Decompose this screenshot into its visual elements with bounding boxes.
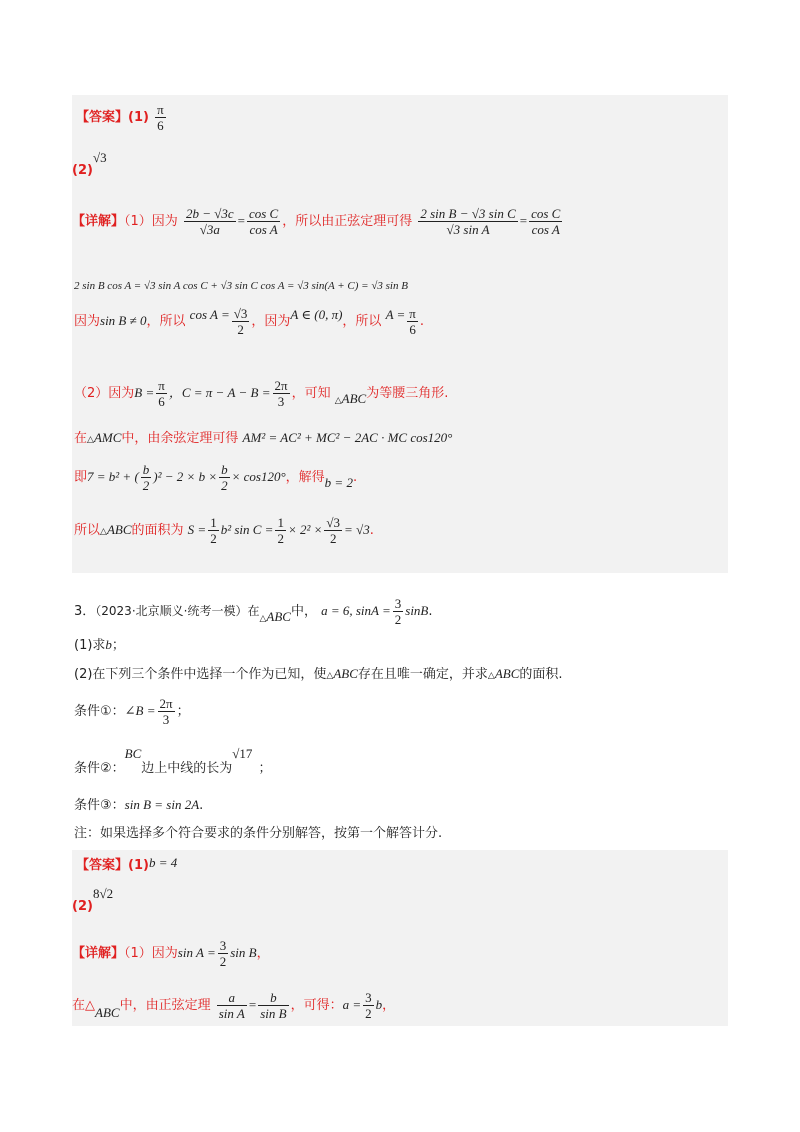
question-3-part-1 xyxy=(74,637,125,654)
equation-fraction: $\frac{3}{2}$ xyxy=(365,990,372,1021)
area-line: 所以△ABC的面积为 S = $\frac{1}{2}$ b² sin C = $\frac{1}{2}$ × 2² × $\frac{√3}{2}$ = √3. xyxy=(74,515,374,546)
question-text: ； xyxy=(176,704,190,719)
question-source: （2023·北京顺义·统考一模）在 xyxy=(95,604,260,618)
question-3-part-2 xyxy=(74,666,563,683)
detail-text: ， xyxy=(382,998,396,1013)
question-number: 3． xyxy=(74,604,96,619)
math-expr: b² sin C = xyxy=(220,522,274,537)
question-text: (1)求 xyxy=(74,638,106,653)
detail-text: （2）因为 xyxy=(74,386,135,401)
math-expr: sinB xyxy=(405,603,429,618)
detail-text: 在 xyxy=(74,431,88,446)
equation-fraction: $\frac{b}{2}$ xyxy=(221,462,228,493)
triangle-label: △AMC xyxy=(87,430,122,445)
equation-fraction: $\frac{a}{\text{sin A}}$ xyxy=(218,990,245,1021)
condition-3: 条件③：sin B = sin 2A. xyxy=(74,797,204,813)
detail-text: 即 xyxy=(74,470,88,485)
math-expr: b xyxy=(375,997,383,1012)
detail-text: 在△ xyxy=(72,998,95,1013)
answer-1-fraction: $\frac{\pi}{6}$ xyxy=(157,102,164,133)
detail-1-line: 【详解】（1）因为 $\frac{2b - √3c}{√3a}$ = $\frac{\text{cos C}}{\text{cos A}}$ ，所以由正弦定理可得 $\frac{\text{2 sin B − √3 sin C}}{\text{√3 sin A}}$ = $\frac{\text{cos C}}{\text{cos A}}$ xyxy=(72,206,561,237)
triangle-label: △ABC xyxy=(334,391,367,406)
math-expr: sin B xyxy=(230,945,257,960)
equation-fraction: $\frac{b}{\text{sin B}}$ xyxy=(260,990,287,1021)
detail-tag: 【详解】 xyxy=(72,946,125,961)
answer-1-value: b = 4 xyxy=(148,855,178,870)
math-expr: B = xyxy=(134,385,155,400)
math-expr: a = xyxy=(342,997,362,1012)
answer-1-line xyxy=(76,855,177,874)
detail-text: 中，由正弦定理 xyxy=(119,998,211,1013)
part-2-intro-line xyxy=(74,378,448,409)
math-expr: = √3 xyxy=(344,522,370,537)
answer-1-line xyxy=(76,102,168,133)
answer-2-value: √3 xyxy=(92,150,107,165)
equation-fraction: $\frac{\text{2 sin B − √3 sin C}}{\text{√3 sin A}}$ xyxy=(420,206,516,237)
triangle-label: △ABC xyxy=(259,609,291,624)
detail-text: ，所以由正弦定理可得 xyxy=(282,214,413,229)
math-expr: ∠B = xyxy=(124,703,156,718)
math-expr: a = 6, sinA = xyxy=(321,603,391,618)
triangle-label: ABC xyxy=(95,1005,120,1020)
question-text: 边上中线的长为 xyxy=(141,761,233,776)
question-text: 存在且唯一确定，并求 xyxy=(357,667,488,682)
condition-label: 条件②： xyxy=(74,761,125,776)
condition-label: 条件①： xyxy=(74,704,125,719)
equation-fraction: $\frac{1}{2}$ xyxy=(277,515,284,546)
equation-fraction: $\frac{√3}{2}$ xyxy=(233,306,248,337)
detail-text: ，解得 xyxy=(285,470,325,485)
math-expr: × cos120° xyxy=(231,469,286,484)
detail-text: （1）因为 xyxy=(124,946,178,961)
equation-line: 2 sin B cos A = √3 sin A cos C + √3 sin C cos A = √3 sin(A + C) = √3 sin B xyxy=(74,280,408,292)
equation-fraction: $\frac{b}{2}$ xyxy=(142,462,150,493)
detail-1-line xyxy=(72,938,270,969)
math-expr: cos A = xyxy=(189,307,230,322)
detail-tag: 【详解】 xyxy=(72,214,125,229)
math-expr: 7 = b² + ( xyxy=(87,469,139,484)
answer-tag: 【答案】 xyxy=(76,110,129,125)
equation-fraction: $\frac{\pi}{6}$ xyxy=(409,306,416,337)
equation-fraction: $\frac{√3}{2}$ xyxy=(326,515,341,546)
triangle-label: △ABC xyxy=(100,522,132,537)
condition-2 xyxy=(74,746,271,782)
math-expr: √17 xyxy=(232,746,253,761)
math-expr: × 2² × xyxy=(287,522,323,537)
equation-fraction: $\frac{\text{cos C}}{\text{cos A}}$ xyxy=(531,206,561,237)
part-2-label: (2) xyxy=(72,899,93,914)
equation-fraction: $\frac{3}{2}$ xyxy=(219,938,227,969)
question-text: ； xyxy=(111,638,125,653)
math-expr: BC xyxy=(124,746,142,761)
conclusion-line-1: 因为sin B ≠ 0，所以 cos A = $\frac{√3}{2}$ ，因为A ∈ (0, π)，所以 A = $\frac{\pi}{6}$ . xyxy=(74,306,425,337)
sine-rule-line: 在△ABC中，由正弦定理 $\frac{a}{\text{sin A}}$ = $\frac{b}{\text{sin B}}$ ，可得：a = $\frac{3}{2}$ b， xyxy=(72,990,396,1021)
equation-fraction: $\frac{1}{2}$ xyxy=(210,515,217,546)
answer-2-value: 8√2 xyxy=(92,886,114,901)
math-expr: sin B = sin 2A xyxy=(124,797,200,812)
equation-fraction: $\frac{2\pi}{3}$ xyxy=(274,378,288,409)
math-expr: A = xyxy=(385,307,406,322)
triangle-label: △ABC xyxy=(326,666,358,681)
detail-text: ，因为 xyxy=(251,314,291,329)
math-expr: )² − 2 × b × xyxy=(153,469,218,484)
math-expr: ，C = π − A − B = xyxy=(168,385,271,400)
math-expr: AM² = AC² + MC² − 2AC · MC cos120° xyxy=(242,430,453,445)
detail-text: ，可得： xyxy=(290,998,343,1013)
question-text: 的面积. xyxy=(519,667,563,682)
detail-text: ，所以 xyxy=(146,314,186,329)
math-expr: sin B ≠ 0 xyxy=(100,313,147,328)
math-expr: b xyxy=(105,637,112,652)
detail-text: ，所以 xyxy=(342,314,382,329)
math-expr: sin A = xyxy=(177,945,216,960)
condition-1 xyxy=(74,696,190,727)
question-text: (2)在下列三个条件中选择一个作为已知，使 xyxy=(74,667,327,682)
question-3-stem: 3．（2023·北京顺义·统考一模）在△ABC中， a = 6, sinA = $\frac{3}{2}$ sinB. xyxy=(74,596,433,627)
question-text: ； xyxy=(258,761,272,776)
triangle-label: △ABC xyxy=(487,666,520,681)
part-1-label: (1) xyxy=(128,858,149,873)
cosine-rule-line xyxy=(74,430,452,447)
question-3-note: 注：如果选择多个符合要求的条件分别解答，按第一个解答计分. xyxy=(74,826,443,841)
detail-text: 所以 xyxy=(74,523,101,538)
answer-2-line xyxy=(72,150,107,179)
equation-fraction: $\frac{2\pi}{3}$ xyxy=(159,696,173,727)
condition-label: 条件③： xyxy=(74,798,125,813)
detail-text: ，可知 xyxy=(291,386,331,401)
solve-line: 即7 = b² + ( $\frac{b}{2}$ )² − 2 × b × $\frac{b}{2}$ × cos120°，解得b = 2. xyxy=(74,462,358,493)
equation-fraction: $\frac{\pi}{6}$ xyxy=(158,378,165,409)
detail-text: 因为 xyxy=(74,314,101,329)
detail-text: 为等腰三角形. xyxy=(366,386,449,401)
part-2-label: (2) xyxy=(72,163,93,178)
answer-tag: 【答案】 xyxy=(76,858,129,873)
math-expr: A ∈ (0, π) xyxy=(290,307,343,322)
part-1-label: (1) xyxy=(128,110,149,125)
math-expr: S = xyxy=(187,522,207,537)
detail-text: 的面积为 xyxy=(131,523,184,538)
detail-text: （1）因为 xyxy=(124,214,178,229)
math-expr: b = 2 xyxy=(324,475,353,490)
equation-fraction: $\frac{2b - √3c}{√3a}$ xyxy=(185,206,234,237)
question-text: 中， xyxy=(290,604,317,619)
detail-text: ， xyxy=(256,946,270,961)
answer-2-line xyxy=(72,886,113,915)
equation-fraction: $\frac{3}{2}$ xyxy=(394,596,402,627)
detail-text: 中，由余弦定理可得 xyxy=(121,431,239,446)
equation-fraction: $\frac{\text{cos C}}{\text{cos A}}$ xyxy=(248,206,279,237)
